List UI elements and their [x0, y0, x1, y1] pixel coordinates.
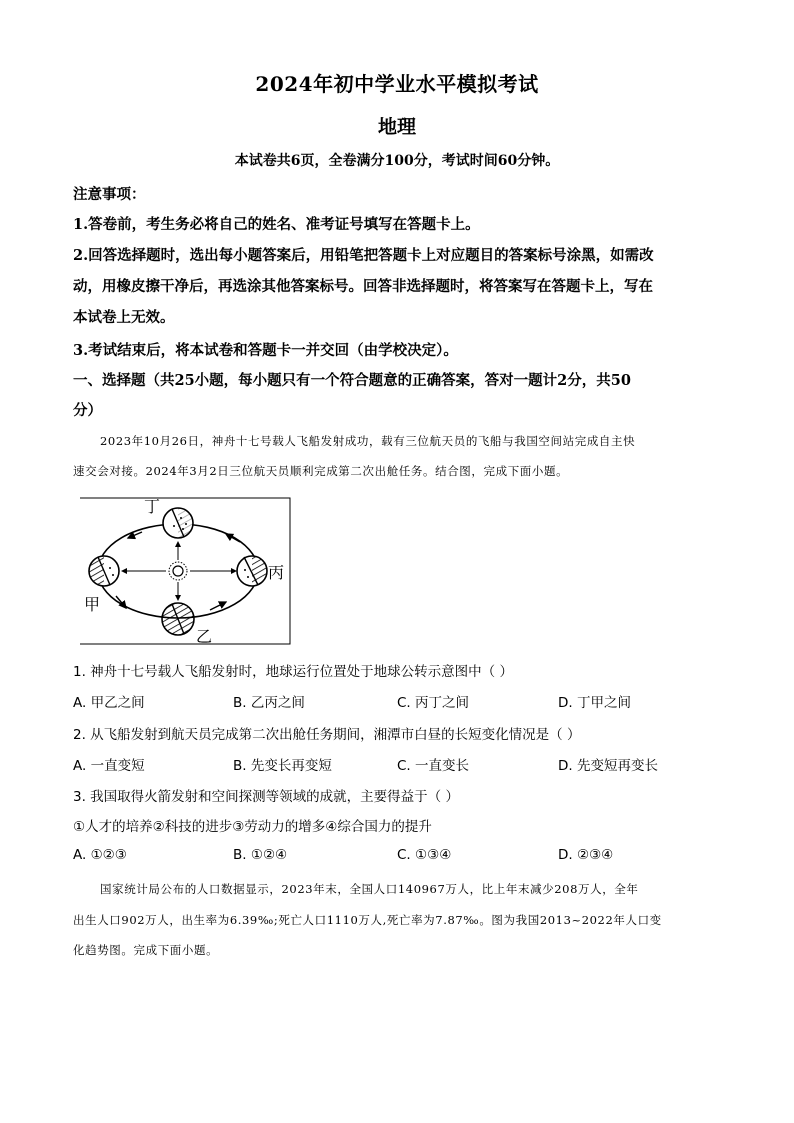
label-yi: 乙: [196, 627, 213, 646]
question-1-stem: 1. 神舟十七号载人飞船发射时，地球运行位置处于地球公转示意图中（ ）: [73, 664, 513, 680]
label-bing: 丙: [268, 563, 285, 582]
exam-note: 本试卷共6页，全卷满分100分，考试时间60分钟。: [234, 153, 560, 169]
earth-jia-icon: [89, 556, 119, 586]
orbit-arrow: [210, 602, 226, 610]
instruction-item-2-line3: 本试卷上无效。: [73, 309, 175, 326]
question-3-substem: ①人才的培养②科技的进步③劳动力的增多④综合国力的提升: [73, 819, 432, 835]
passage1-line2: 速交会对接。2024年3月2日三位航天员顺利完成第二次出舱任务。结合图，完成下面小题。: [73, 464, 569, 478]
question-3-option-b[interactable]: B. ①②④: [233, 847, 288, 863]
question-2-option-b[interactable]: B. 先变长再变短: [233, 758, 332, 774]
question-3-stem: 3. 我国取得火箭发射和空间探测等领域的成就，主要得益于（ ）: [73, 789, 459, 805]
passage2-line2: 出生人口902万人，出生率为6.39‰;死亡人口1110万人,死亡率为7.87‰。图为我国2013~2022年人口变: [73, 913, 662, 927]
earth-revolution-diagram: [80, 496, 292, 646]
instruction-item-2-line1: 2.回答选择题时，选出每小题答案后，用铅笔把答题卡上对应题目的答案标号涂黑，如需改: [73, 247, 654, 264]
earth-bing-icon: [237, 556, 267, 586]
question-1-option-a[interactable]: A. 甲乙之间: [73, 695, 145, 711]
orbit-arrow: [226, 534, 240, 542]
sun-icon: [169, 562, 187, 580]
passage1-line1: 2023年10月26日，神舟十七号载人飞船发射成功，载有三位航天员的飞船与我国空间站完成自主快: [100, 434, 636, 448]
label-ding: 丁: [144, 497, 161, 516]
instruction-item-3: 3.考试结束后，将本试卷和答题卡一并交回（由学校决定）。: [73, 342, 458, 359]
earth-ding-icon: [163, 508, 193, 538]
question-2-option-a[interactable]: A. 一直变短: [73, 758, 145, 774]
question-2-option-c[interactable]: C. 一直变长: [397, 758, 470, 774]
question-2-option-d[interactable]: D. 先变短再变长: [558, 758, 658, 774]
question-1-option-c[interactable]: C. 丙丁之间: [397, 695, 470, 711]
question-3-option-c[interactable]: C. ①③④: [397, 847, 452, 863]
instruction-item-2-line2: 动，用橡皮擦干净后，再选涂其他答案标号。回答非选择题时，将答案写在答题卡上，写在: [73, 278, 653, 295]
subject-title: 地理: [377, 116, 416, 138]
instructions-heading: 注意事项：: [73, 186, 146, 203]
passage2-line1: 国家统计局公布的人口数据显示，2023年末，全国人口140967万人，比上年末减少208万人，全年: [100, 882, 639, 896]
section1-heading-line1: 一、选择题（共25小题，每小题只有一个符合题意的正确答案，答对一题计2分，共50: [73, 372, 631, 389]
instruction-item-1: 1.答卷前，考生务必将自己的姓名、准考证号填写在答题卡上。: [73, 216, 480, 233]
question-1-option-b[interactable]: B. 乙丙之间: [233, 695, 305, 711]
label-jia: 甲: [84, 595, 101, 614]
earth-yi-icon: [162, 603, 194, 635]
exam-title: 2024年初中学业水平模拟考试: [255, 72, 539, 96]
question-3-option-d[interactable]: D. ②③④: [558, 847, 614, 863]
question-3-option-a[interactable]: A. ①②③: [73, 847, 127, 863]
passage2-line3: 化趋势图。完成下面小题。: [73, 943, 219, 957]
question-1-option-d[interactable]: D. 丁甲之间: [558, 695, 631, 711]
section1-heading-line2: 分）: [73, 402, 102, 419]
question-2-stem: 2. 从飞船发射到航天员完成第二次出舱任务期间，湘潭市白昼的长短变化情况是（ ）: [73, 727, 581, 743]
